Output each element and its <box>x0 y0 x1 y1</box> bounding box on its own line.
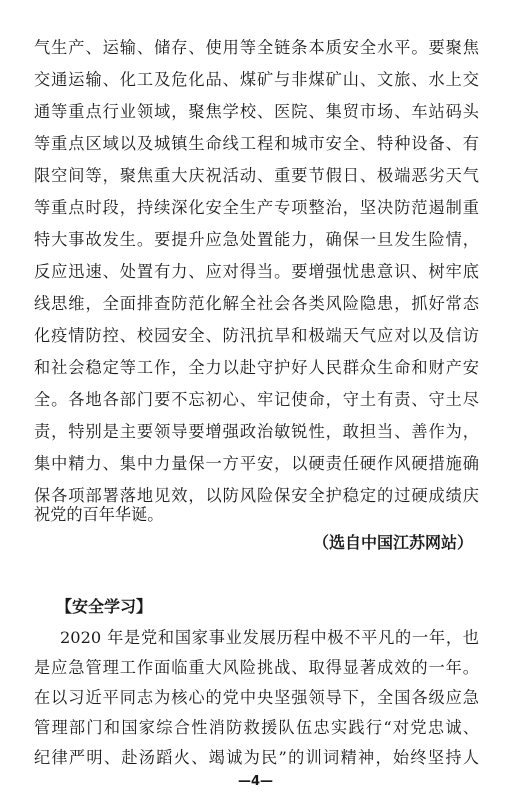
body-line: 是应急管理工作面临重大风险挑战、取得显著成效的一年。 <box>34 658 479 677</box>
body-line: 通等重点行业领域，聚焦学校、医院、集贸市场、车站码头 <box>34 102 479 121</box>
body-line: 线思维，全面排查防范化解全社会各类风险隐患，抓好常态 <box>34 294 479 313</box>
body-line: 交通运输、化工及危化品、煤矿与非煤矿山、文旅、水上交 <box>34 70 479 89</box>
page-number: —4— <box>237 774 274 789</box>
body-line: 2020 年是党和国家事业发展历程中极不平凡的一年，也 <box>60 628 479 647</box>
body-line: 限空间等，聚焦重大庆祝活动、重要节假日、极端恶劣天气 <box>34 166 479 185</box>
body-line: 集中精力、集中力量保一方平安，以硬责任硬作风硬措施确 <box>34 454 479 473</box>
body-line: 等重点区域以及城镇生命线工程和城市安全、特种设备、有 <box>34 134 479 153</box>
body-line: 气生产、运输、储存、使用等全链条本质安全水平。要聚焦 <box>34 38 479 57</box>
body-line: 祝党的百年华诞。 <box>34 505 164 524</box>
body-line: 责，特别是主要领导要增强政治敏锐性，敢担当、善作为， <box>34 422 479 441</box>
body-line: 全。各地各部门要不忘初心、牢记使命，守土有责、守土尽 <box>34 390 479 409</box>
body-line: 反应迅速、处置有力、应对得当。要增强忧患意识、树牢底 <box>34 262 479 281</box>
body-line: 特大事故发生。要提升应急处置能力，确保一旦发生险情， <box>34 230 479 249</box>
body-line: 化疫情防控、校园安全、防汛抗旱和极端天气应对以及信访 <box>34 326 479 345</box>
body-line: 管理部门和国家综合性消防救援队伍忠实践行“对党忠诚、 <box>34 718 479 737</box>
source-attribution: （选自中国江苏网站） <box>312 533 473 552</box>
body-line: 纪律严明、赴汤蹈火、竭诚为民”的训词精神，始终坚持人 <box>34 748 479 767</box>
body-line: 在以习近平同志为核心的党中央坚强领导下，全国各级应急 <box>34 688 479 707</box>
body-line: 保各项部署落地见效，以防风险保安全护稳定的过硬成绩庆 <box>34 486 479 505</box>
body-line: 和社会稳定等工作，全力以赴守护好人民群众生命和财产安 <box>34 358 479 377</box>
section-heading: 【安全学习】 <box>56 597 153 616</box>
body-line: 等重点时段，持续深化安全生产专项整治，坚决防范遏制重 <box>34 198 479 217</box>
